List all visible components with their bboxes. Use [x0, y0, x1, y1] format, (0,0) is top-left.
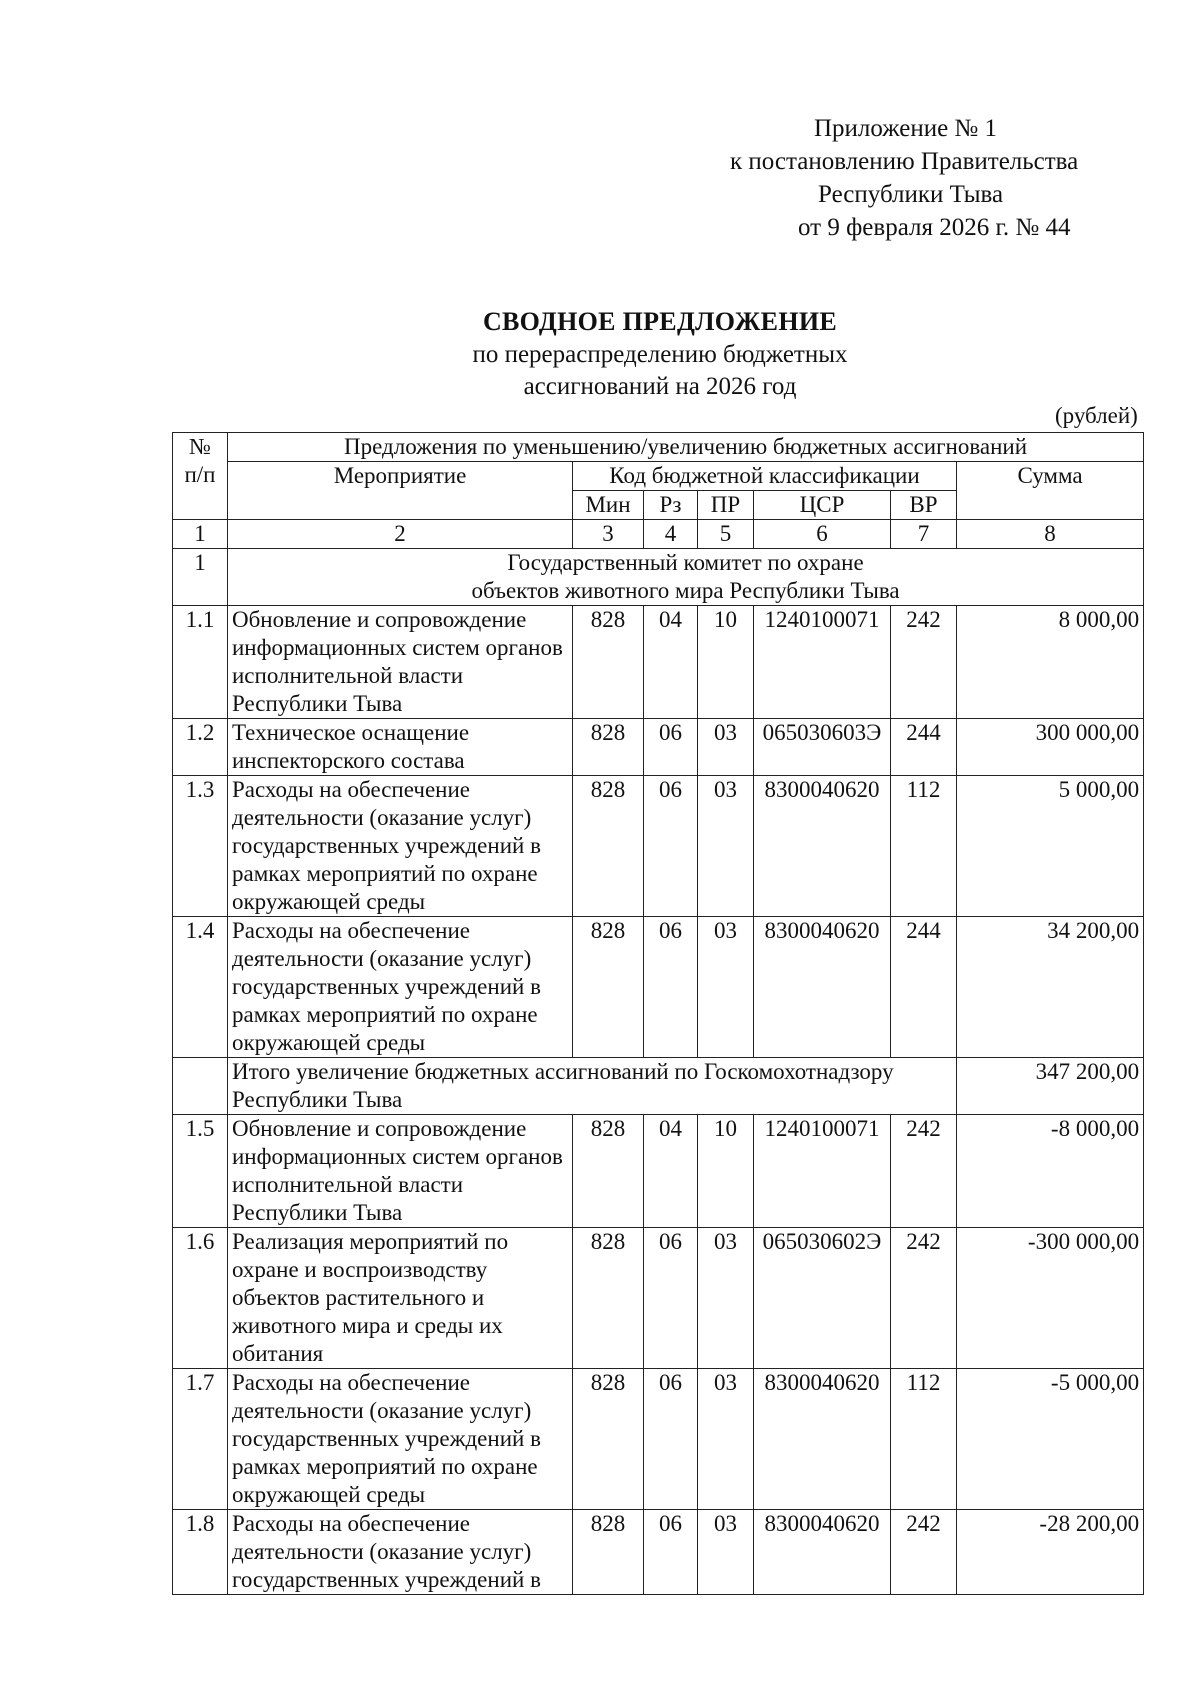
row-csr: 8300040620	[754, 1369, 891, 1510]
row-name: Расходы на обеспечение деятельности (оказание услуг) государственных учреждений в рамках мероприятий по охране окружающей среды	[228, 1369, 573, 1510]
appendix-line-2: к постановлению Правительства	[730, 148, 1079, 175]
row-name: Расходы на обеспечение деятельности (оказание услуг) государственных учреждений в рамках мероприятий по охране окружающей среды	[228, 917, 573, 1058]
row-vr: 112	[891, 1369, 957, 1510]
column-numbers-row	[173, 520, 1144, 549]
row-csr: 065030603Э	[754, 719, 891, 776]
units-label: (рублей)	[1055, 403, 1138, 428]
row-pr: 03	[698, 776, 754, 917]
row-min: 828	[573, 1115, 644, 1228]
table-row	[173, 719, 1144, 776]
header-row-1	[173, 433, 1144, 462]
row-rz: 06	[644, 719, 698, 776]
row-vr: 112	[891, 776, 957, 917]
row-sum: 5 000,00	[957, 776, 1144, 917]
col-number: 3	[573, 520, 644, 549]
table-row	[173, 1369, 1144, 1510]
budget-table	[172, 432, 1144, 1595]
row-sum: -8 000,00	[957, 1115, 1144, 1228]
row-vr: 244	[891, 719, 957, 776]
table-row	[173, 1115, 1144, 1228]
row-pr: 03	[698, 917, 754, 1058]
row-num: 1.3	[173, 776, 228, 917]
organization-row	[173, 549, 1144, 606]
row-sum: 300 000,00	[957, 719, 1144, 776]
org-name	[228, 549, 1144, 606]
header-min: Мин	[573, 491, 644, 520]
org-num: 1	[173, 549, 228, 606]
row-name: Обновление и сопровождение информационных систем органов исполнительной власти Республики Тыва	[228, 1115, 573, 1228]
header-pr: ПР	[698, 491, 754, 520]
row-num: 1.5	[173, 1115, 228, 1228]
row-sum: -300 000,00	[957, 1228, 1144, 1369]
row-sum: -28 200,00	[957, 1510, 1144, 1595]
row-min: 828	[573, 606, 644, 719]
row-num: 1.8	[173, 1510, 228, 1595]
row-vr: 242	[891, 1115, 957, 1228]
row-pr: 03	[698, 1369, 754, 1510]
row-num: 1.4	[173, 917, 228, 1058]
row-pr: 03	[698, 719, 754, 776]
col-number: 8	[957, 520, 1144, 549]
table-row	[173, 917, 1144, 1058]
col-number: 6	[754, 520, 891, 549]
table-row	[173, 1228, 1144, 1369]
total-row	[173, 1058, 1144, 1115]
header-vr: ВР	[891, 491, 957, 520]
row-pr: 10	[698, 606, 754, 719]
row-min: 828	[573, 917, 644, 1058]
total-label: Итого увеличение бюджетных ассигнований по Госкомохотнадзору Республики Тыва	[228, 1058, 957, 1115]
document-title: СВОДНОЕ ПРЕДЛОЖЕНИЕ	[482, 307, 838, 336]
row-name: Расходы на обеспечение деятельности (оказание услуг) государственных учреждений в рамках мероприятий по охране окружающей среды	[228, 776, 573, 917]
total-sum: 347 200,00	[957, 1058, 1144, 1115]
row-pr: 03	[698, 1510, 754, 1595]
row-rz: 06	[644, 1369, 698, 1510]
row-vr: 242	[891, 606, 957, 719]
row-min: 828	[573, 1369, 644, 1510]
row-csr: 1240100071	[754, 1115, 891, 1228]
row-name: Реализация мероприятий по охране и воспроизводству объектов растительного и животного мира и среды их обитания	[228, 1228, 573, 1369]
header-group: Предложения по уменьшению/увеличению бюджетных ассигнований	[228, 433, 1144, 462]
row-min: 828	[573, 719, 644, 776]
row-name: Расходы на обеспечение деятельности (оказание услуг) государственных учреждений в	[228, 1510, 573, 1595]
row-num: 1.7	[173, 1369, 228, 1510]
row-vr: 242	[891, 1510, 957, 1595]
row-pr: 10	[698, 1115, 754, 1228]
row-pr: 03	[698, 1228, 754, 1369]
table-row	[173, 1510, 1144, 1595]
col-number: 7	[891, 520, 957, 549]
org-name-line-1: Государственный комитет по охране	[507, 550, 864, 575]
row-num: 1.1	[173, 606, 228, 719]
row-num: 1.2	[173, 719, 228, 776]
document-subtitle-line-1: по перераспределению бюджетных	[472, 341, 848, 368]
header-row-2	[173, 462, 1144, 491]
row-rz: 04	[644, 606, 698, 719]
col-number: 2	[228, 520, 573, 549]
row-sum: -5 000,00	[957, 1369, 1144, 1510]
header-event: Мероприятие	[228, 462, 573, 520]
row-name: Обновление и сопровождение информационных систем органов исполнительной власти Республики Тыва	[228, 606, 573, 719]
row-rz: 06	[644, 1510, 698, 1595]
row-csr: 8300040620	[754, 917, 891, 1058]
table-row	[173, 606, 1144, 719]
org-name-line-2: объектов животного мира Республики Тыва	[471, 578, 900, 603]
title-block	[0, 305, 1200, 403]
row-csr: 1240100071	[754, 606, 891, 719]
header-csr: ЦСР	[754, 491, 891, 520]
col-number: 1	[173, 520, 228, 549]
row-rz: 04	[644, 1115, 698, 1228]
header-rz: Рз	[644, 491, 698, 520]
row-sum: 34 200,00	[957, 917, 1144, 1058]
row-num: 1.6	[173, 1228, 228, 1369]
appendix-header	[730, 112, 1130, 244]
appendix-line-3: Республики Тыва	[818, 181, 1004, 208]
row-min: 828	[573, 1510, 644, 1595]
row-csr: 8300040620	[754, 1510, 891, 1595]
header-sum: Сумма	[957, 462, 1144, 520]
appendix-line-1: Приложение № 1	[814, 115, 998, 142]
row-rz: 06	[644, 917, 698, 1058]
header-code-group: Код бюджетной классификации	[573, 462, 957, 491]
row-rz: 06	[644, 776, 698, 917]
row-sum: 8 000,00	[957, 606, 1144, 719]
appendix-line-4: от 9 февраля 2026 г. № 44	[798, 214, 1071, 241]
col-number: 5	[698, 520, 754, 549]
header-num: № п/п	[173, 433, 228, 520]
table-row	[173, 776, 1144, 917]
row-min: 828	[573, 1228, 644, 1369]
row-min: 828	[573, 776, 644, 917]
row-vr: 244	[891, 917, 957, 1058]
row-name: Техническое оснащение инспекторского состава	[228, 719, 573, 776]
row-csr: 065030602Э	[754, 1228, 891, 1369]
document-subtitle-line-2: ассигнований на 2026 год	[523, 373, 797, 400]
row-csr: 8300040620	[754, 776, 891, 917]
row-rz: 06	[644, 1228, 698, 1369]
col-number: 4	[644, 520, 698, 549]
total-num	[173, 1058, 228, 1115]
row-vr: 242	[891, 1228, 957, 1369]
